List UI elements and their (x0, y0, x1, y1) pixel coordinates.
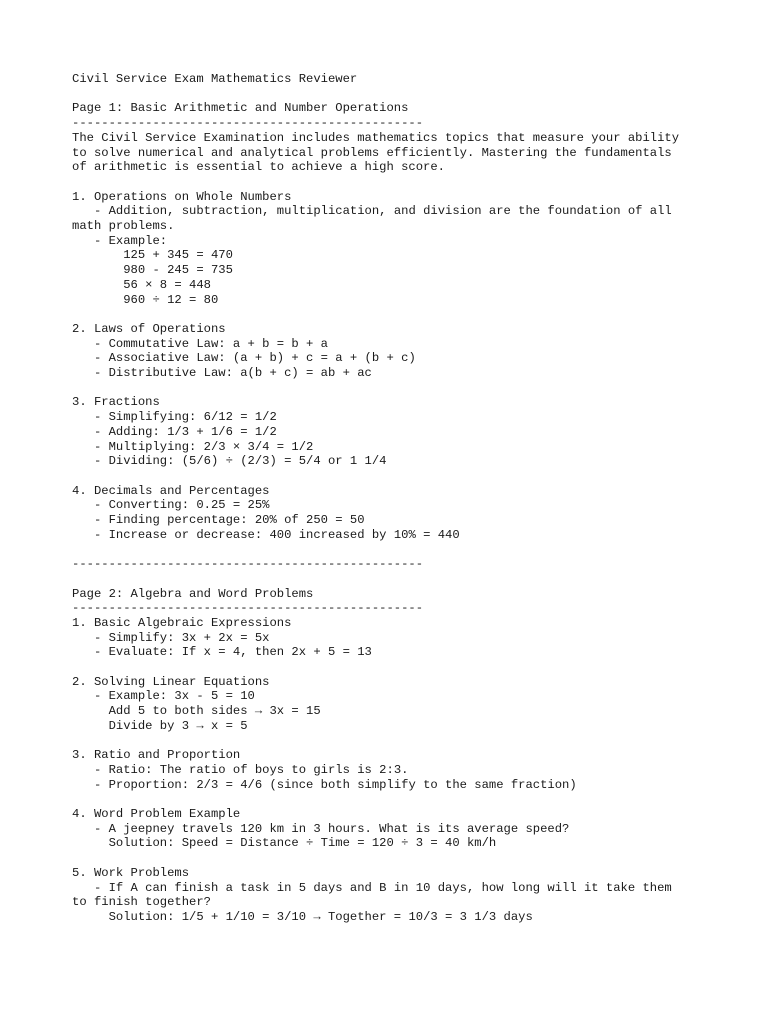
document-line: - If A can finish a task in 5 days and B in 10 days, how long will it take them (72, 880, 672, 895)
document-line: - A jeepney travels 120 km in 3 hours. What is its average speed? (72, 821, 570, 836)
document-line: - Distributive Law: a(b + c) = ab + ac (72, 366, 372, 381)
document-line: Page 1: Basic Arithmetic and Number Operations (72, 101, 409, 116)
document-line: - Associative Law: (a + b) + c = a + (b + c) (72, 351, 416, 366)
document-line: 56 × 8 = 448 (72, 277, 211, 292)
document-line: - Example: 3x - 5 = 10 (72, 689, 255, 704)
document-line (72, 851, 696, 866)
document-line: - Ratio: The ratio of boys to girls is 2:3. (72, 762, 409, 777)
document-line (72, 469, 696, 484)
document-line (72, 381, 696, 396)
document-line: The Civil Service Examination includes mathematics topics that measure your ability (72, 130, 680, 145)
document-line: 1. Operations on Whole Numbers (72, 189, 292, 204)
document-line: Add 5 to both sides → 3x = 15 (72, 704, 321, 719)
document-line: 4. Word Problem Example (72, 807, 241, 821)
document-line: math problems. (72, 219, 175, 233)
document-line: 2. Solving Linear Equations (72, 674, 270, 689)
document-line (72, 87, 696, 102)
document-line: 125 + 345 = 470 (72, 248, 233, 263)
document-line: to solve numerical and analytical problems efficiently. Mastering the fundamentals (72, 145, 672, 160)
document-line: - Example: (72, 233, 168, 248)
document-line: Page 2: Algebra and Word Problems (72, 586, 314, 601)
document-line: - Proportion: 2/3 = 4/6 (since both simplify to the same fraction) (72, 777, 577, 792)
document-line: - Dividing: (5/6) ÷ (2/3) = 5/4 or 1 1/4 (72, 454, 387, 469)
document-line: - Converting: 0.25 = 25% (72, 498, 270, 513)
document-line (72, 307, 696, 322)
document-body (72, 72, 696, 925)
document-line: ------------------------------------------------ (72, 116, 424, 131)
document-line: 980 - 245 = 735 (72, 263, 233, 278)
document-line: 4. Decimals and Percentages (72, 483, 270, 498)
document-line (72, 572, 696, 587)
document-line: 3. Ratio and Proportion (72, 748, 241, 763)
document-line (72, 660, 696, 675)
document-line: - Addition, subtraction, multiplication, and division are the foundation of all (72, 204, 672, 219)
document-line: 2. Laws of Operations (72, 321, 226, 336)
document-line (72, 792, 696, 807)
document-line: Solution: Speed = Distance ÷ Time = 120 ÷ 3 = 40 km/h (72, 836, 497, 851)
document-line: 1. Basic Algebraic Expressions (72, 615, 292, 630)
document-line: ------------------------------------------------ (72, 557, 424, 572)
document-line: - Finding percentage: 20% of 250 = 50 (72, 513, 365, 528)
document-line: - Adding: 1/3 + 1/6 = 1/2 (72, 424, 277, 439)
document-line: - Multiplying: 2/3 × 3/4 = 1/2 (72, 439, 314, 454)
document-line: Divide by 3 → x = 5 (72, 718, 248, 733)
document-line: - Commutative Law: a + b = b + a (72, 336, 328, 351)
document-line: ------------------------------------------------ (72, 601, 424, 616)
document-line: - Increase or decrease: 400 increased by 10% = 440 (72, 527, 460, 542)
document-line: Civil Service Exam Mathematics Reviewer (72, 72, 358, 86)
document-line: - Simplify: 3x + 2x = 5x (72, 630, 270, 645)
document-line: - Evaluate: If x = 4, then 2x + 5 = 13 (72, 645, 372, 660)
document-line: of arithmetic is essential to achieve a high score. (72, 160, 445, 175)
document-line (72, 542, 696, 557)
document-line: 5. Work Problems (72, 865, 190, 880)
document-line: 3. Fractions (72, 395, 160, 410)
document-line: - Simplifying: 6/12 = 1/2 (72, 410, 277, 425)
document-line: to finish together? (72, 895, 211, 910)
document-line (72, 175, 696, 190)
document-line: 960 ÷ 12 = 80 (72, 292, 219, 307)
document-line: Solution: 1/5 + 1/10 = 3/10 → Together = 10/3 = 3 1/3 days (72, 909, 533, 924)
document-line (72, 734, 696, 749)
